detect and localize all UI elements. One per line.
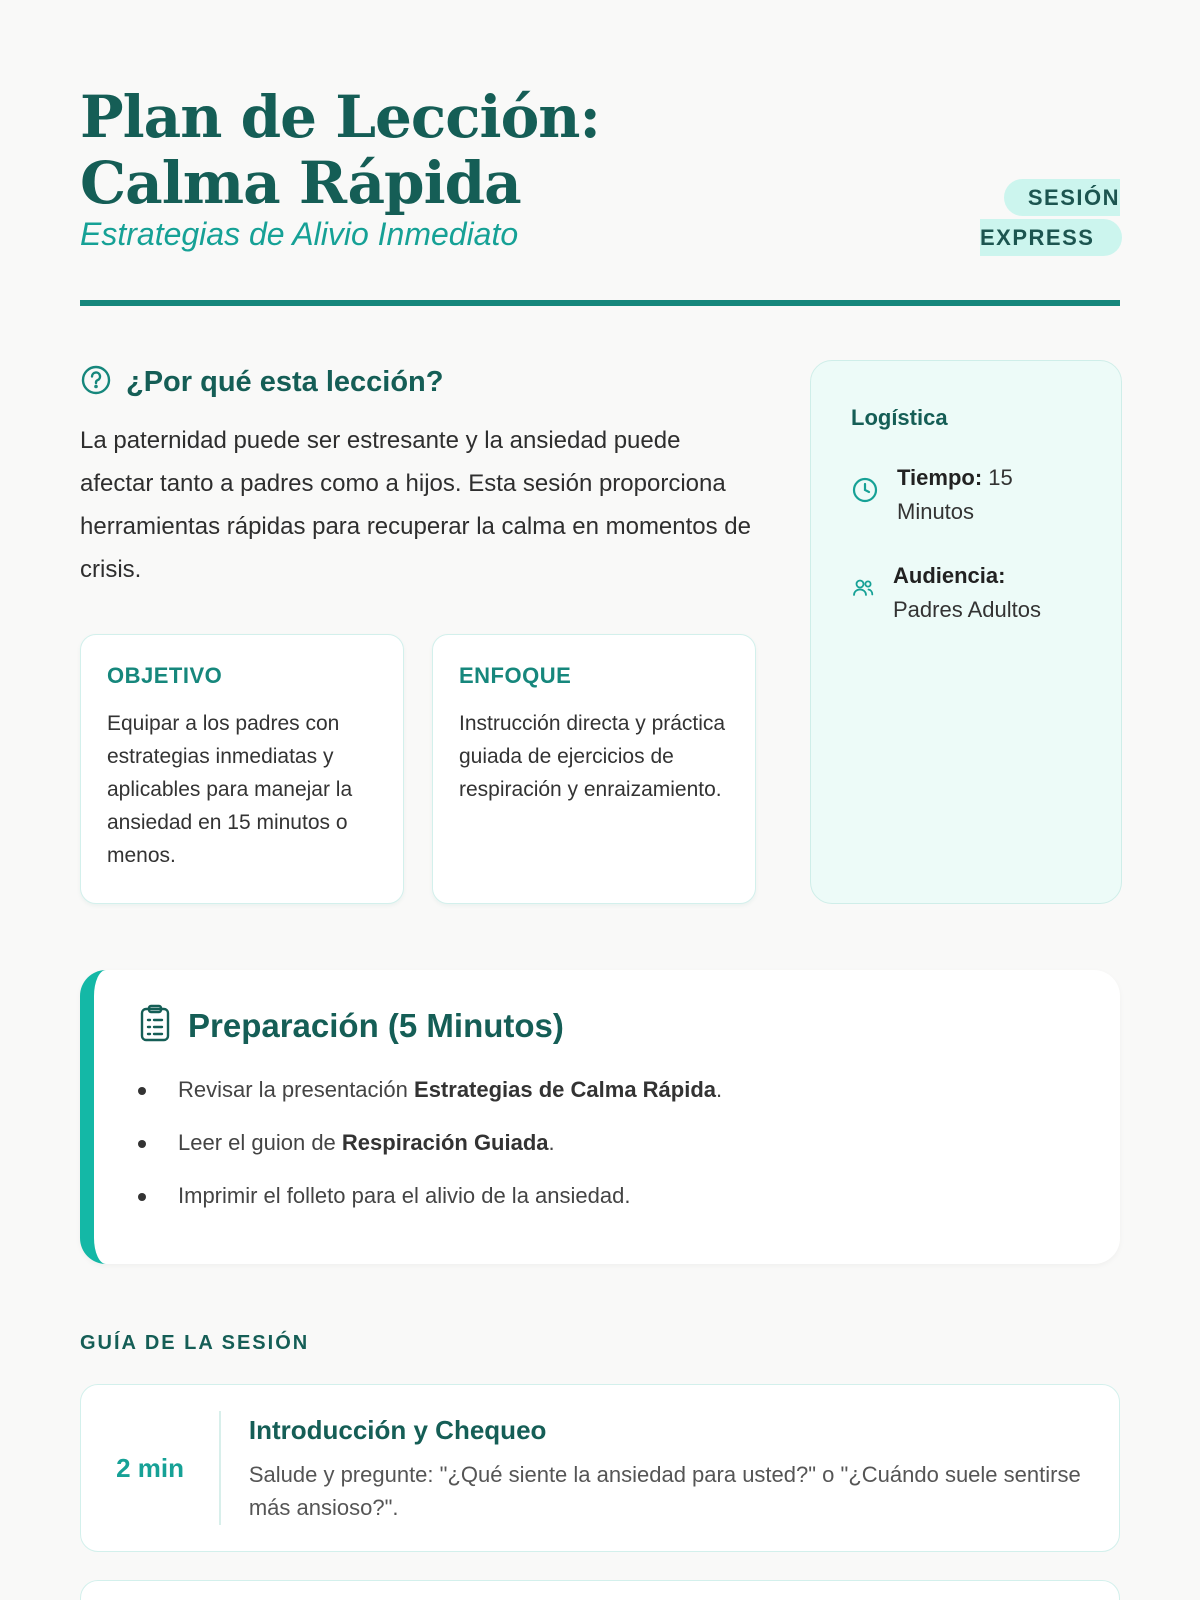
why-section <box>80 364 760 591</box>
objective-title: OBJETIVO <box>107 663 223 688</box>
guide-label: GUÍA DE LA SESIÓN <box>80 1332 310 1354</box>
logistics-panel <box>810 360 1122 904</box>
preparation-section <box>80 970 1120 1264</box>
session-badge <box>980 178 1120 258</box>
guide-step-next <box>80 1580 1120 1600</box>
time-value: 15 Minutos <box>897 465 1013 524</box>
preparation-heading: Preparación (5 Minutos) <box>188 1006 564 1044</box>
header <box>80 84 1120 308</box>
guide-step <box>80 1384 1120 1552</box>
logistics-title: Logística <box>851 405 948 430</box>
focus-card <box>432 634 756 904</box>
logistics-time <box>851 461 1081 529</box>
clipboard-list-icon <box>138 1004 172 1047</box>
objective-card <box>80 634 404 904</box>
list-item: Imprimir el folleto para el alivio de la ansiedad. <box>138 1183 1076 1209</box>
info-cards <box>80 634 756 904</box>
preparation-list <box>138 1077 1076 1209</box>
badge-line-2: EXPRESS <box>980 219 1122 256</box>
focus-title: ENFOQUE <box>459 663 572 688</box>
focus-text: Instrucción directa y práctica guiada de ejercicios de respiración y enraizamiento. <box>459 712 726 801</box>
question-circle-icon <box>80 364 112 401</box>
step-time: 2 min <box>116 1452 185 1483</box>
header-divider <box>80 300 1120 306</box>
step-title: Introducción y Chequeo <box>248 1415 547 1445</box>
list-item: Revisar la presentación Estrategias de Calma Rápida. <box>138 1077 1076 1103</box>
why-heading: ¿Por qué esta lección? <box>126 366 444 398</box>
step-text: Salude y pregunte: "¿Qué siente la ansiedad para usted?" o "¿Cuándo suele sentirse más ansioso?". <box>248 1462 1081 1520</box>
list-item: Leer el guion de Respiración Guiada. <box>138 1130 1076 1156</box>
page-subtitle: Estrategias de Alivio Inmediato <box>80 216 519 252</box>
logistics-audience <box>851 559 1081 627</box>
clock-icon <box>851 476 879 514</box>
users-icon <box>851 576 875 610</box>
why-text: La paternidad puede ser estresante y la ansiedad puede afectar tanto a padres como a hijos. Esta sesión proporciona herramientas rápidas para recuperar la calma en momentos de crisis. <box>80 427 752 583</box>
page-title: Plan de Lección: Calma Rápida <box>80 83 600 217</box>
audience-value: Padres Adultos <box>893 597 1041 622</box>
time-label: Tiempo: <box>897 465 983 490</box>
badge-line-1: SESIÓN <box>1004 179 1120 216</box>
objective-text: Equipar a los padres con estrategias inmediatas y aplicables para manejar la ansiedad en 15 minutos o menos. <box>107 712 353 867</box>
audience-label: Audiencia: <box>893 563 1006 588</box>
